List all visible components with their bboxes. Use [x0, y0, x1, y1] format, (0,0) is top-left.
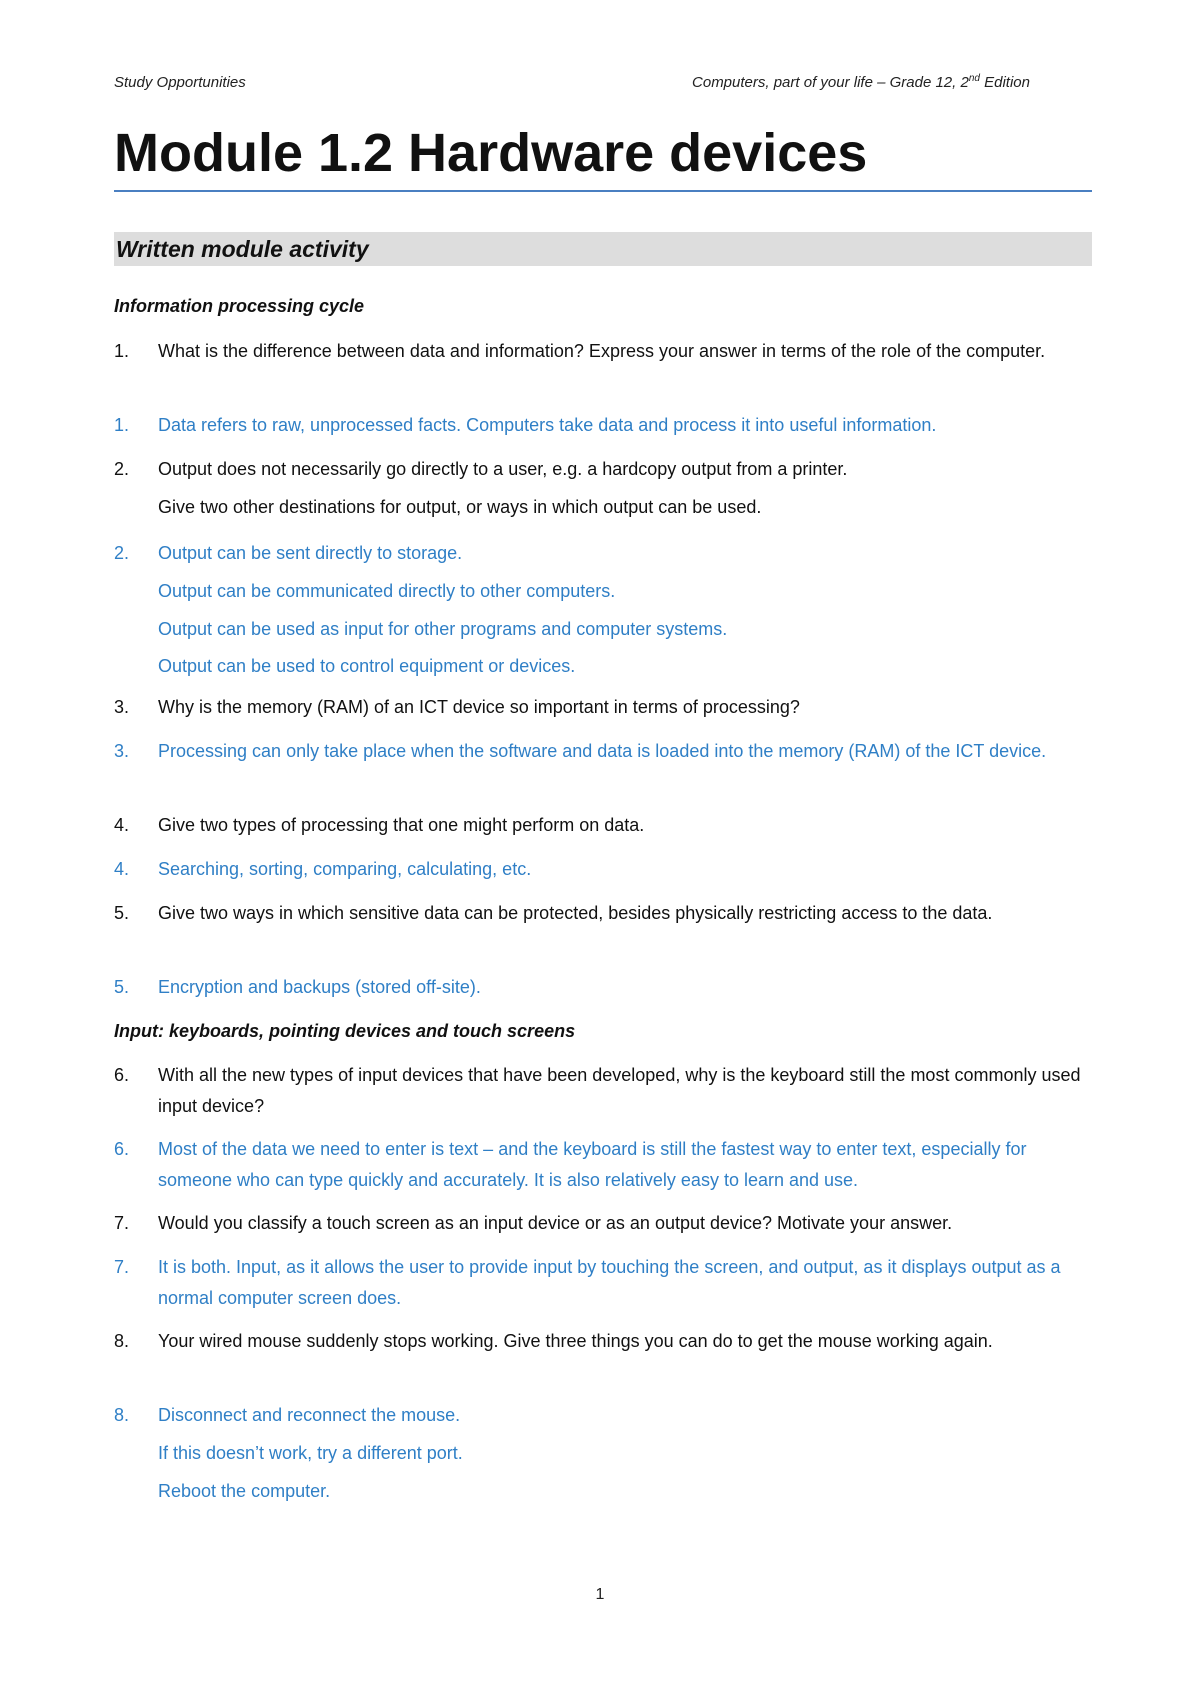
question-2-line-2: Give two other destinations for output, or ways in which output can be used. [158, 497, 762, 517]
question-number: 4. [114, 815, 130, 835]
answer-number: 3. [114, 741, 130, 761]
answer-text: Disconnect and reconnect the mouse. [158, 1405, 461, 1425]
answer-number: 4. [114, 859, 130, 879]
answer-number: 8. [114, 1405, 130, 1425]
answer-text: Most of the data we need to enter is text – and the keyboard is still the fastest way to enter text, especially for someone who can type quickly and accurately. It is also relatively easy to learn and use. [158, 1139, 1027, 1190]
question-number: 8. [114, 1331, 130, 1351]
answer-2-line: Output can be communicated directly to other computers. [158, 581, 616, 601]
answer-number: 6. [114, 1139, 130, 1159]
question-number: 5. [114, 903, 130, 923]
answer-text: Searching, sorting, comparing, calculating, etc. [158, 859, 532, 879]
subheading-processing: Information processing cycle [114, 296, 365, 316]
question-2 [114, 454, 1092, 485]
question-4 [114, 810, 1092, 841]
question-text: Why is the memory (RAM) of an ICT device so important in terms of processing? [158, 697, 800, 717]
question-text: Give two types of processing that one might perform on data. [158, 815, 645, 835]
question-1 [114, 336, 1092, 367]
answer-number: 5. [114, 977, 130, 997]
answer-5 [114, 972, 1092, 1003]
answer-1 [114, 410, 1092, 441]
page-number: 1 [595, 1586, 605, 1603]
question-text: Your wired mouse suddenly stops working. Give three things you can do to get the mouse working again. [158, 1331, 993, 1351]
answer-text: Output can be sent directly to storage. [158, 543, 463, 563]
running-header-left: Study Opportunities [114, 74, 246, 91]
answer-4 [114, 854, 1092, 885]
question-5 [114, 898, 1092, 929]
answer-3 [114, 736, 1092, 767]
section-heading-bar [114, 232, 1092, 266]
header-right-sup: nd [968, 73, 980, 84]
question-number: 6. [114, 1065, 130, 1085]
question-text: With all the new types of input devices that have been developed, why is the keyboard still the most commonly used input device? [158, 1065, 1081, 1116]
question-text: Output does not necessarily go directly to a user, e.g. a hardcopy output from a printer. [158, 459, 848, 479]
answer-2 [114, 538, 1092, 569]
question-3 [114, 692, 1092, 723]
header-right-tail: Edition [979, 74, 1030, 91]
question-number: 3. [114, 697, 130, 717]
running-header-right [692, 73, 1030, 93]
question-number: 1. [114, 341, 130, 361]
answer-8-line: Reboot the computer. [158, 1481, 331, 1501]
question-number: 7. [114, 1213, 130, 1233]
answer-text: It is both. Input, as it allows the user to provide input by touching the screen, and output, as it displays output as a normal computer screen does. [158, 1257, 1061, 1308]
question-7 [114, 1208, 1092, 1239]
question-8 [114, 1326, 1092, 1357]
page-title: Module 1.2 Hardware devices [114, 123, 868, 183]
question-text: Give two ways in which sensitive data can be protected, besides physically restricting access to the data. [158, 903, 993, 923]
answer-text: Processing can only take place when the software and data is loaded into the memory (RAM) of the ICT device. [158, 741, 1047, 761]
answer-text: Data refers to raw, unprocessed facts. Computers take data and process it into useful information. [158, 415, 937, 435]
answer-8 [114, 1400, 1092, 1431]
question-6 [114, 1060, 1092, 1122]
title-underline [114, 190, 1092, 192]
answer-text: Encryption and backups (stored off-site). [158, 977, 481, 997]
answer-7 [114, 1252, 1092, 1314]
header-right-main: Computers, part of your life – Grade 12, 2 [692, 74, 969, 91]
question-number: 2. [114, 459, 130, 479]
question-text: What is the difference between data and information? Express your answer in terms of the role of the computer. [158, 341, 1046, 361]
question-text: Would you classify a touch screen as an input device or as an output device? Motivate your answer. [158, 1213, 953, 1233]
answer-number: 1. [114, 415, 130, 435]
section-heading: Written module activity [116, 236, 369, 262]
answer-number: 7. [114, 1257, 130, 1277]
answer-number: 2. [114, 543, 130, 563]
answer-8-line: If this doesn’t work, try a different port. [158, 1443, 463, 1463]
answer-2-line: Output can be used as input for other programs and computer systems. [158, 619, 728, 639]
answer-6 [114, 1134, 1092, 1196]
answer-2-line: Output can be used to control equipment or devices. [158, 656, 576, 676]
subheading-input: Input: keyboards, pointing devices and touch screens [114, 1021, 576, 1041]
